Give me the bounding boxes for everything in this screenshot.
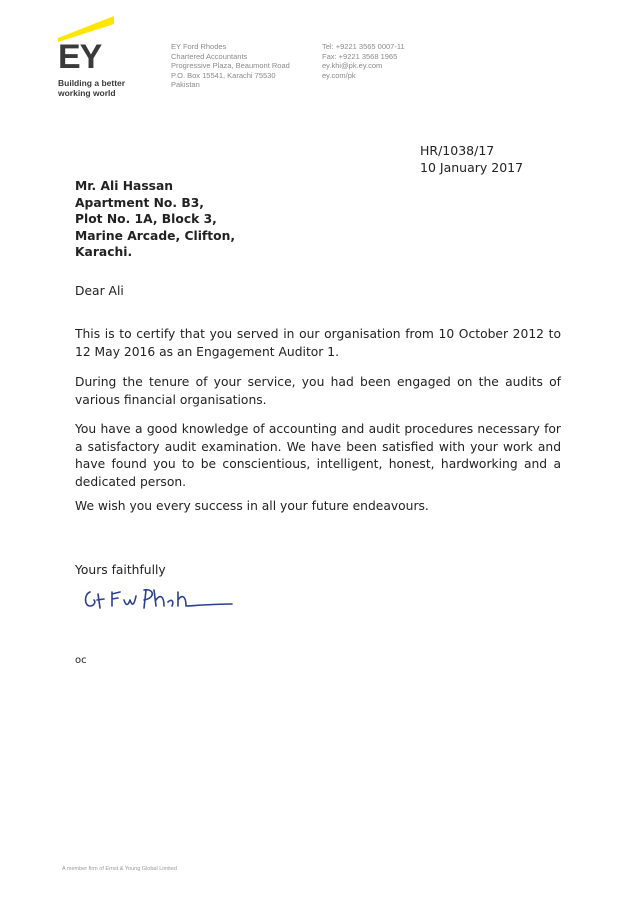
tagline-line-2: working world xyxy=(58,88,116,98)
address-line: Apartment No. B3, xyxy=(75,195,204,210)
cc-initials: oc xyxy=(75,655,87,666)
website-link[interactable]: ey.com/pk xyxy=(322,70,356,80)
paragraph-knowledge: You have a good knowledge of accounting and audit procedures necessary for a satisfactory audit examination. We have been satisfied with your work and have found you to be conscientious, intelligent, honest, hardworking and a dedicated person. xyxy=(75,422,561,489)
address-line: Plot No. 1A, Block 3, xyxy=(75,212,217,226)
firm-line: P.O. Box 15541, Karachi 75530 xyxy=(171,70,276,80)
firm-address xyxy=(171,42,290,90)
reference-number: HR/1038/17 xyxy=(420,143,495,158)
salutation: Dear Ali xyxy=(75,284,124,298)
signature-icon xyxy=(82,580,242,616)
closing: Yours faithfully xyxy=(75,563,166,577)
email-link[interactable]: ey.khi@pk.ey.com xyxy=(322,61,383,71)
paragraph-tenure: During the tenure of your service, you had been engaged on the audits of various financial organisations. xyxy=(75,375,561,407)
letter-date: 10 January 2017 xyxy=(420,160,524,175)
ey-logo-text: EY xyxy=(58,38,102,76)
address-line: Karachi. xyxy=(75,245,133,259)
address-line: Marine Arcade, Clifton, xyxy=(75,228,236,243)
paragraph-service: This is to certify that you served in our organisation from 10 October 2012 to 12 May 2016 as an Engagement Auditor 1. xyxy=(75,327,561,359)
paragraph-wishes: We wish you every success in all your future endeavours. xyxy=(75,499,429,513)
phone: Tel: +9221 3565 0007-11 xyxy=(322,42,405,51)
firm-line: Progressive Plaza, Beaumont Road xyxy=(171,61,290,71)
firm-line: EY Ford Rhodes xyxy=(171,42,227,51)
tagline xyxy=(58,78,125,98)
firm-contact xyxy=(322,42,405,80)
fax: Fax: +9221 3568 1965 xyxy=(322,51,398,61)
firm-line: Chartered Accountants xyxy=(171,51,248,61)
recipient-name: Mr. Ali Hassan xyxy=(75,179,174,193)
tagline-line-1: Building a better xyxy=(58,78,126,88)
footer-note: A member firm of Ernst & Young Global Limited xyxy=(62,866,177,872)
recipient-address xyxy=(75,178,235,261)
reference-block xyxy=(420,142,523,176)
firm-line: Pakistan xyxy=(171,80,200,90)
